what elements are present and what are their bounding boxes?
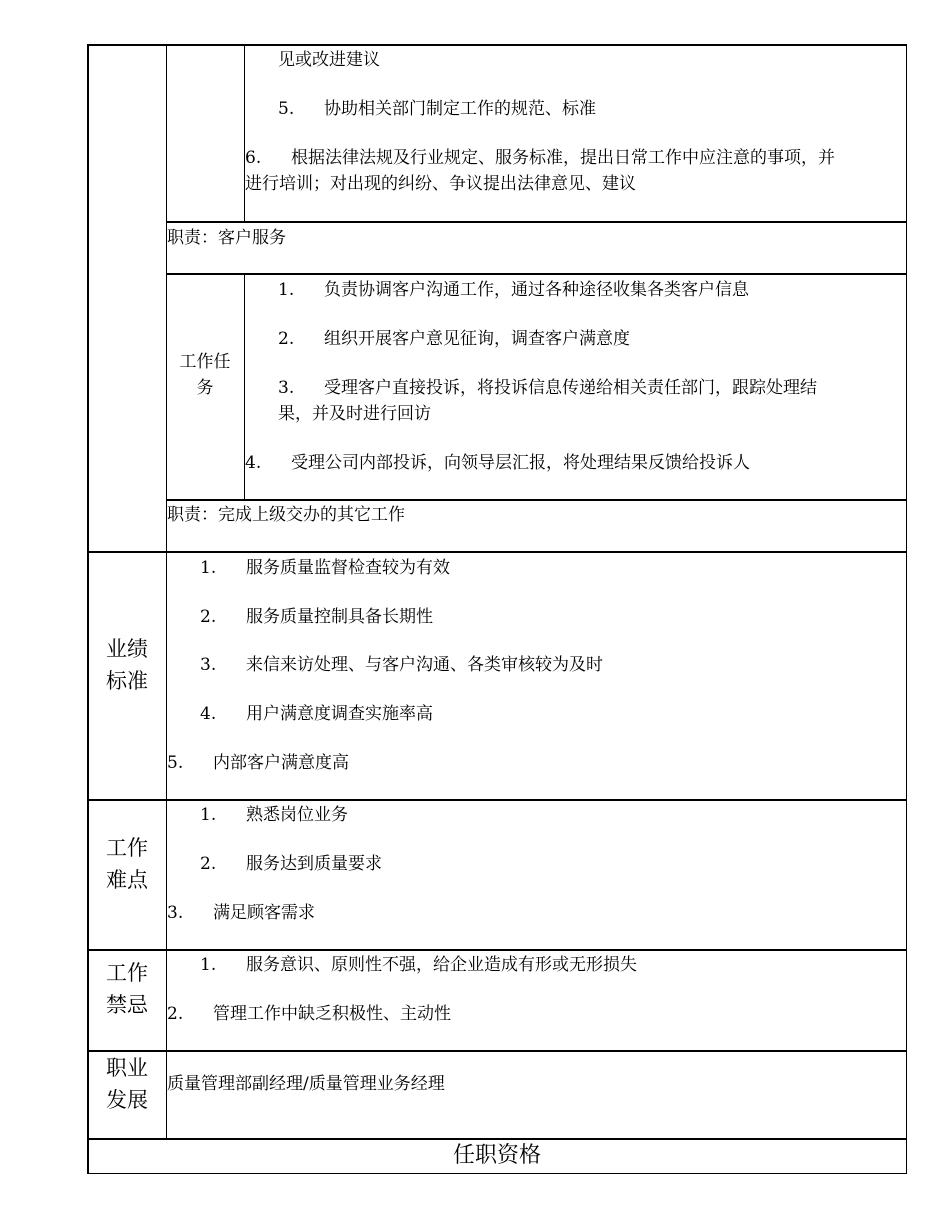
customer-task-1	[278, 277, 749, 303]
taboo-label-line2: 禁忌	[106, 993, 148, 1017]
career-label-line2: 发展	[106, 1088, 148, 1112]
career-path: 质量管理部副经理/质量管理业务经理	[167, 1074, 445, 1094]
difficulty-item-2-text: 服务达到质量要求	[246, 854, 382, 874]
difficulty-item-1	[200, 802, 348, 828]
duty-item-6-text-line2: 进行培训；对出现的纠纷、争议提出法律意见、建议	[245, 174, 636, 194]
difficulty-label-line1: 工作	[106, 836, 148, 860]
performance-item-1-number: 1.	[200, 558, 217, 578]
duty-item-continued	[278, 47, 380, 73]
difficulty-item-3-number: 3.	[167, 903, 184, 923]
career-label-line1: 职业	[106, 1056, 148, 1080]
customer-task-2-text: 组织开展客户意见征询，调查客户满意度	[324, 329, 630, 349]
taboo-item-1-text: 服务意识、原则性不强，给企业造成有形或无形损失	[246, 955, 637, 975]
divider-before-customer-duty	[166, 221, 907, 223]
duty-item-6-text: 根据法律法规及行业规定、服务标准，提出日常工作中应注意的事项，并	[291, 148, 835, 168]
taboo-item-1	[200, 952, 637, 978]
difficulty-item-3	[167, 900, 315, 926]
qualification-header: 任职资格	[452, 1143, 541, 1168]
duty-item-continued-text: 见或改进建议	[278, 50, 380, 70]
performance-item-4	[200, 701, 433, 727]
customer-task-3-number: 3.	[278, 378, 295, 398]
performance-label	[88, 633, 166, 697]
duty-item-6-number: 6.	[245, 148, 262, 168]
task-label-line1: 工作任	[179, 352, 231, 372]
table-border-bottom	[87, 1173, 907, 1175]
performance-item-3	[200, 652, 603, 678]
difficulty-label	[88, 832, 166, 896]
customer-task-3-line2	[278, 401, 431, 427]
difficulty-item-1-text: 熟悉岗位业务	[246, 805, 348, 825]
difficulty-item-2	[200, 851, 382, 877]
customer-task-1-number: 1.	[278, 280, 295, 300]
divider-before-other-duty	[166, 499, 907, 501]
duty-other: 职责：完成上级交办的其它工作	[167, 505, 405, 525]
customer-task-3-text-line2: 果，并及时进行回访	[278, 404, 431, 424]
duty-item-5-number: 5.	[278, 99, 295, 119]
difficulty-item-2-number: 2.	[200, 854, 217, 874]
performance-item-1	[200, 555, 450, 581]
performance-item-5-text: 内部客户满意度高	[213, 753, 349, 773]
customer-task-2	[278, 326, 630, 352]
performance-item-5	[167, 750, 349, 776]
performance-item-3-text: 来信来访处理、与客户沟通、各类审核较为及时	[246, 655, 603, 675]
performance-item-2	[200, 604, 433, 630]
customer-task-4-number: 4.	[245, 453, 262, 473]
performance-item-5-number: 5.	[167, 753, 184, 773]
duty-item-6	[245, 145, 835, 171]
divider-career	[87, 1050, 907, 1052]
table-border-right	[906, 44, 908, 1174]
customer-task-2-number: 2.	[278, 329, 295, 349]
taboo-item-1-number: 1.	[200, 955, 217, 975]
task-label-line2: 务	[196, 378, 214, 398]
customer-task-3-text: 受理客户直接投诉，将投诉信息传递给相关责任部门，跟踪处理结	[324, 378, 817, 398]
performance-label-line2: 标准	[106, 669, 148, 693]
customer-task-4	[245, 450, 750, 476]
duty-customer-service: 职责：客户服务	[167, 228, 286, 248]
taboo-item-2	[167, 1001, 451, 1027]
taboo-item-2-number: 2.	[167, 1004, 184, 1024]
duty-item-6-line2	[245, 171, 636, 197]
performance-label-line1: 业绩	[106, 637, 148, 661]
difficulty-item-1-number: 1.	[200, 805, 217, 825]
duty-item-5-text: 协助相关部门制定工作的规范、标准	[324, 99, 596, 119]
taboo-label	[88, 957, 166, 1021]
performance-item-2-text: 服务质量控制具备长期性	[246, 607, 433, 627]
performance-item-1-text: 服务质量监督检查较为有效	[246, 558, 450, 578]
divider-after-customer-duty	[166, 273, 907, 275]
customer-task-1-text: 负责协调客户沟通工作，通过各种途径收集各类客户信息	[324, 280, 749, 300]
divider-taboo	[87, 949, 907, 951]
duty-item-5	[278, 96, 596, 122]
task-label	[166, 349, 244, 401]
performance-item-4-text: 用户满意度调查实施率高	[246, 704, 433, 724]
taboo-label-line1: 工作	[106, 961, 148, 985]
difficulty-label-line2: 难点	[106, 868, 148, 892]
difficulty-item-3-text: 满足顾客需求	[213, 903, 315, 923]
performance-item-3-number: 3.	[200, 655, 217, 675]
divider-performance	[87, 551, 907, 553]
divider-difficulty	[87, 799, 907, 801]
performance-item-4-number: 4.	[200, 704, 217, 724]
customer-task-3	[278, 375, 817, 401]
performance-item-2-number: 2.	[200, 607, 217, 627]
career-label	[88, 1052, 166, 1116]
customer-task-4-text: 受理公司内部投诉，向领导层汇报，将处理结果反馈给投诉人	[291, 453, 750, 473]
taboo-item-2-text: 管理工作中缺乏积极性、主动性	[213, 1004, 451, 1024]
table-border-top	[87, 44, 907, 46]
